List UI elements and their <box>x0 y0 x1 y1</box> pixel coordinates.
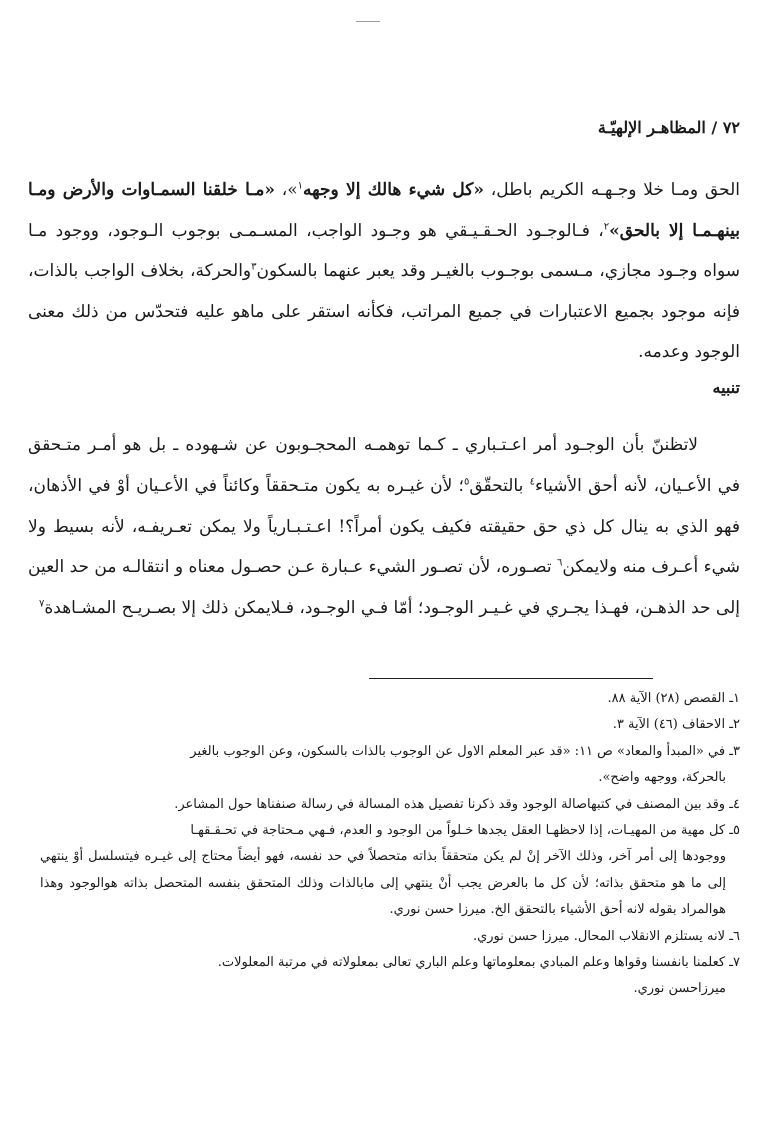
footnote-continuation: ميرزاحسن نوري. <box>633 981 726 997</box>
p1-text-2: »، <box>274 180 298 200</box>
quran-quote-1: «كل شيء هالك إلا وجهه <box>303 180 484 200</box>
footnote-text: ١ـ القصص (٢٨) الآية ٨٨. <box>607 691 740 706</box>
footnote-text: ٢ـ الاحقاف (٤٦) الآية ٣. <box>612 717 740 733</box>
quran-quote-2: «مـا خلقنا السمـاوات والأرض ومـا بينهـمـا إلا بالحق» <box>28 180 740 241</box>
footnotes-list <box>40 686 740 1003</box>
p2-text-2: بالتحقّق <box>469 475 530 496</box>
footnote-text: ٤ـ وقد بين المصنف في كتبهاصالة الوجود وقد ذكرنا تفصيل هذه المسالة في رسالة صنفناها حول المشاعر. <box>174 796 740 812</box>
footnote-ref-6: ٦ <box>557 557 563 569</box>
footnote-item <box>40 924 740 950</box>
p2-text-3: ؛ لأن غيـره به يكون متـحققاً وكائناً في الأعـيان أوْ في الأذهان، فهو الذي به ينال كل ذي حق حقيقته فكيف يكون أمراً؟! اعـتـبـارياً ولا يمكن تعـريفـه، لأنه بسيط ولا شيء أعـرف منه ولايمكن <box>28 475 740 578</box>
section-heading: تنبيه <box>712 378 740 397</box>
p2-text-4: تصـوره، لأن تصـور الشيء عـبارة عـن حصـول معناه و انتقالـه من حد العين إلى حد الذهـن، فهـذا يجـري في غـيـر الوجـود؛ أمّا فـي الوجـود، فـلايمكن ذلك إلا بصـريـح المشـاهدة <box>28 557 740 619</box>
footnote-ref-7: ٧ <box>39 598 45 610</box>
footnote-item <box>40 739 740 792</box>
footnote-item <box>40 686 740 712</box>
footnote-item <box>40 818 740 924</box>
top-divider-mark <box>356 21 380 22</box>
footnote-item <box>40 712 740 738</box>
p1-text-3: ، فـالوجـود الحـقـيـقي هو وجـود الواجب، المسـمـى بوجوب الـوجود، ووجود مـا سواه وجـود مجازي، مـسمى بوجـوب بالغيـر وقد يعبر عنهما بالسكون <box>28 220 741 281</box>
body-paragraph-2 <box>28 425 740 629</box>
footnote-continuation: بالحركة، ووجهه واضح». <box>598 770 726 786</box>
footnote-ref-4: ٤ <box>529 476 535 488</box>
p1-text-4: والحركة، بخلاف الواجب بالذات، فإنه موجود بجميع الاعتبارات في جميع المراتب، فكأنه استقر على ماهو عليه فتحدّس من ذلك معنى الوجود وعدمه. <box>28 261 740 362</box>
body-paragraph-1 <box>28 170 740 373</box>
footnote-item <box>40 950 740 1003</box>
footnote-text: ٧ـ كعلمنا بانفسنا وقواها وعلم المبادي بمعلوماتها وعلم الباري تعالى بمعلولاته في مرتبة المعلولات. <box>217 955 740 971</box>
footnote-ref-5: ٥ <box>463 476 470 488</box>
footnote-text: ٣ـ في «المبدأ والمعاد» ص ١١: «قد عبر المعلم الاول عن الوجوب بالذات بالسكون، وعن الوجوب بالغير <box>190 743 740 759</box>
p1-text-1: الحق ومـا خلا وجـهـه الكريم باطل، <box>483 180 740 200</box>
footnote-continuation: ووجودها إلى أمر آخر، وذلك الآخر إنْ لم يكن متحققاً بذاته متحصلاً في حد نفسه، فهو أيضاً محتاج إلى غيـره فيتسلسل أوْ ينتهي إلى ما هو متحقق بذاته؛ لأن كل ما بالعرض يجب أنْ ينتهي إلى مابالذات وذلك المتحقق بنفسه المتحصل بذاته هوالوجود وهذا هوالمراد بقوله لانه أحق الأشياء بالتحقق الخ. ميرزا حسن نوري. <box>40 849 726 918</box>
footnote-text: ٥ـ كل مهية من المهيـات، إذا لاحظهـا العقل يجدها خـلواً من الوجود و العدم، فـهي مـحتاجة في تحـقـقهـا <box>190 823 740 839</box>
footnote-ref-2: ٢ <box>603 220 610 232</box>
footnote-ref-3: ٣ <box>251 261 257 273</box>
running-head: ٧٢ / المظاهـر الإلهيّـة <box>597 118 740 137</box>
footnote-separator <box>369 678 653 679</box>
footnote-item <box>40 792 740 818</box>
footnote-ref-1: ١ <box>297 180 304 192</box>
footnote-text: ٦ـ لانه يستلزم الانقلاب المحال. ميرزا حسن نوري. <box>472 928 740 944</box>
p2-text-1: لاتظننّ بأن الوجـود أمر اعـتـباري ـ كـما توهمـه المحجـوبون عن شـهوده ـ بل هو أمـر متـحقق في الأعـيان، لأنه أحق الأشياء <box>28 435 740 496</box>
